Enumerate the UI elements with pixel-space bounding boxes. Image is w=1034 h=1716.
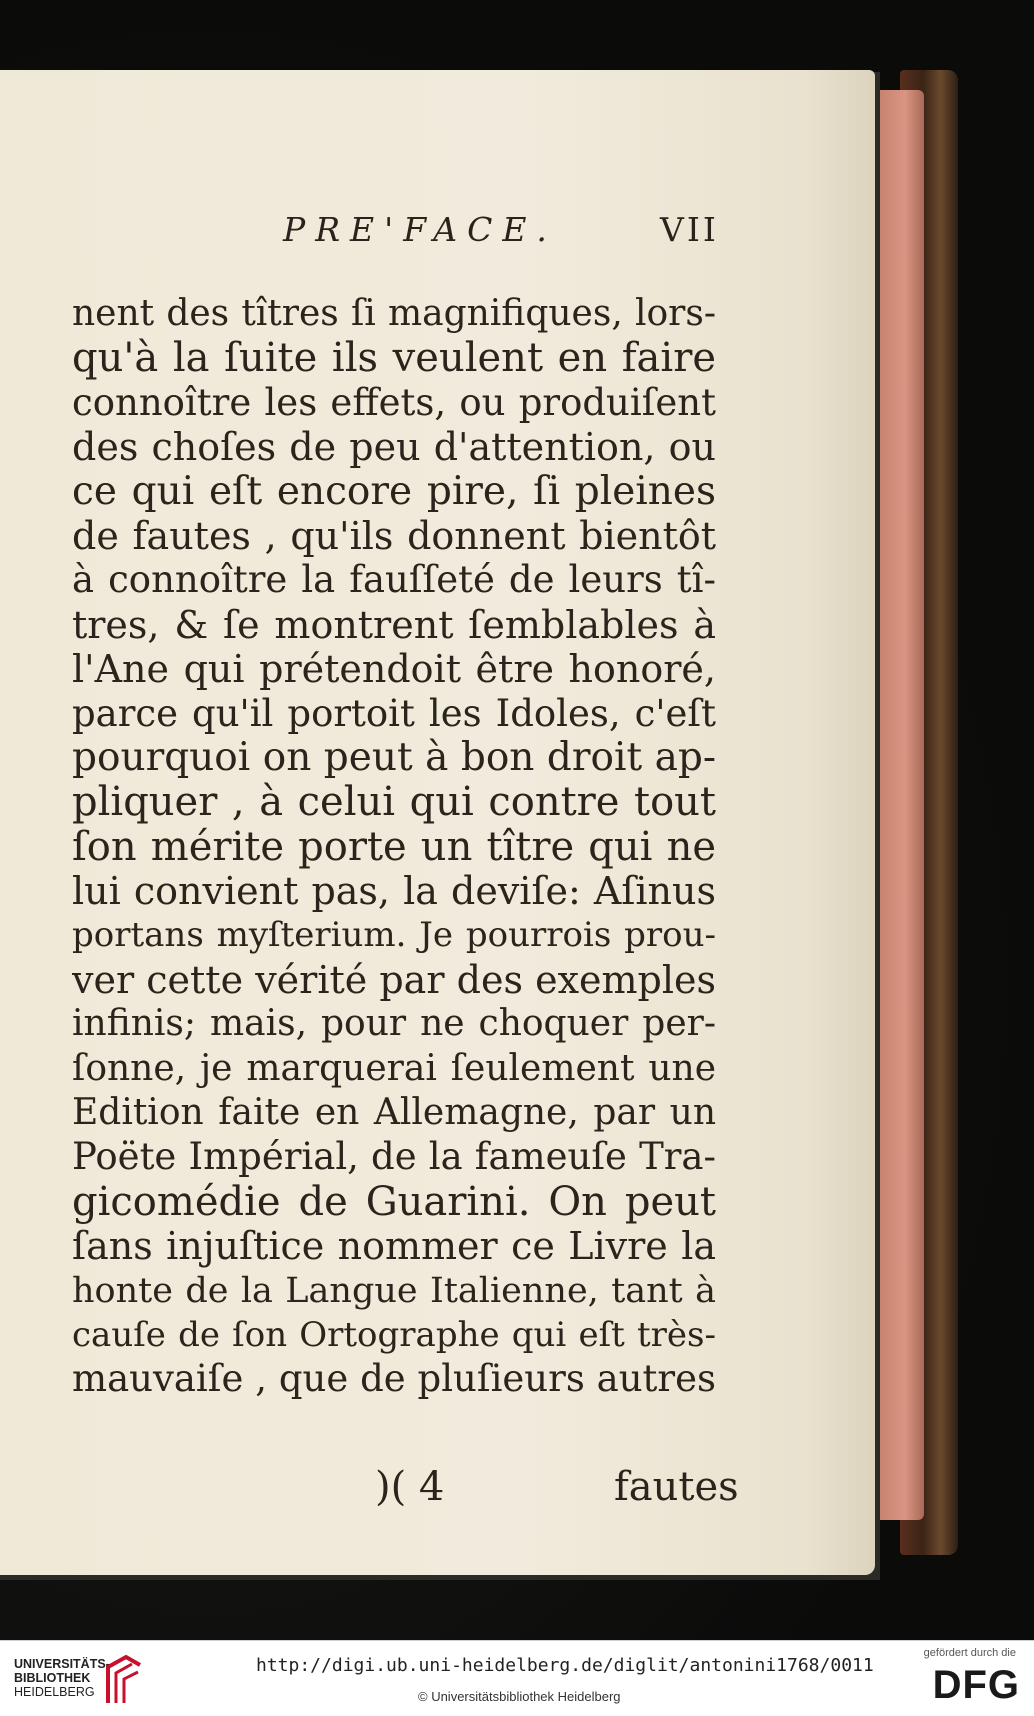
- funder-caption: gefördert durch die: [923, 1647, 1016, 1659]
- text-line: tres, & ſe montrent ſemblables à: [72, 602, 716, 647]
- text-line: portans myſterium. Je pourrois prou-: [72, 915, 716, 956]
- text-line: pourquoi on peut à bon droit ap-: [72, 735, 716, 780]
- page-url-link[interactable]: http://digi.ub.uni-heidelberg.de/diglit/antonini1768/0011: [256, 1655, 874, 1676]
- page-footer-line: [0, 1464, 875, 1512]
- body-text: [72, 292, 716, 1402]
- text-line: lui convient pas, la deviſe: Aſinus: [72, 869, 716, 914]
- institution-name: [14, 1657, 110, 1699]
- text-line: ſon mérite porte un tître qui ne: [72, 824, 716, 870]
- catchword: fautes: [614, 1464, 739, 1510]
- text-line: connoître les effets, ou produiſent: [72, 380, 716, 424]
- text-line: à connoître la fauſſeté de leurs tî-: [72, 558, 716, 602]
- text-line: Poëte Impérial, de la fameuſe Tra-: [72, 1135, 716, 1179]
- institution-line-1: UNIVERSITÄTS-: [14, 1657, 110, 1671]
- text-line: nent des tîtres ſi magnifiques, lors-: [72, 293, 716, 334]
- text-line: ce qui eſt encore pire, ſi pleines: [72, 469, 716, 514]
- ub-heidelberg-logo-icon: [104, 1653, 144, 1705]
- viewer-footer: [0, 1640, 1034, 1716]
- institution-line-2: BIBLIOTHEK: [14, 1671, 91, 1685]
- text-line: infinis; mais, pour ne choquer per-: [72, 1003, 716, 1045]
- copyright-notice: © Universitätsbibliothek Heidelberg: [418, 1689, 621, 1704]
- text-line: mauvaiſe , que de pluſieurs autres: [72, 1357, 716, 1401]
- text-line: qu'à la ſuite ils veulent en faire: [72, 336, 716, 381]
- text-line: parce qu'il portoit les Idoles, c'eſt: [72, 691, 716, 735]
- text-line: honte de la Langue Italienne, tant à: [72, 1270, 716, 1311]
- institution-line-3: HEIDELBERG: [14, 1685, 95, 1699]
- book-page: [0, 70, 875, 1575]
- text-line: ver cette vérité par des exemples: [72, 957, 716, 1002]
- text-line: ſans injuſtice nommer ce Livre la: [72, 1224, 716, 1269]
- running-head-title: PRE'FACE.: [283, 210, 557, 249]
- text-line: Edition faite en Allemagne, par un: [72, 1092, 716, 1134]
- text-line: gicomédie de Guarini. On peut: [72, 1179, 716, 1225]
- signature-mark: )( 4: [375, 1464, 445, 1510]
- text-line: cauſe de ſon Ortographe qui eſt très-: [72, 1314, 716, 1355]
- page-number: VII: [660, 210, 719, 249]
- text-line: de fautes , qu'ils donnent bientôt: [72, 513, 716, 558]
- text-line: pliquer , à celui qui contre tout: [72, 780, 716, 825]
- dfg-logo: DFG: [932, 1663, 1020, 1707]
- text-line: des choſes de peu d'attention, ou: [72, 425, 716, 470]
- text-line: l'Ane qui prétendoit être honoré,: [72, 647, 716, 692]
- text-line: ſonne, je marquerai ſeulement une: [72, 1047, 716, 1089]
- running-head: [0, 210, 875, 260]
